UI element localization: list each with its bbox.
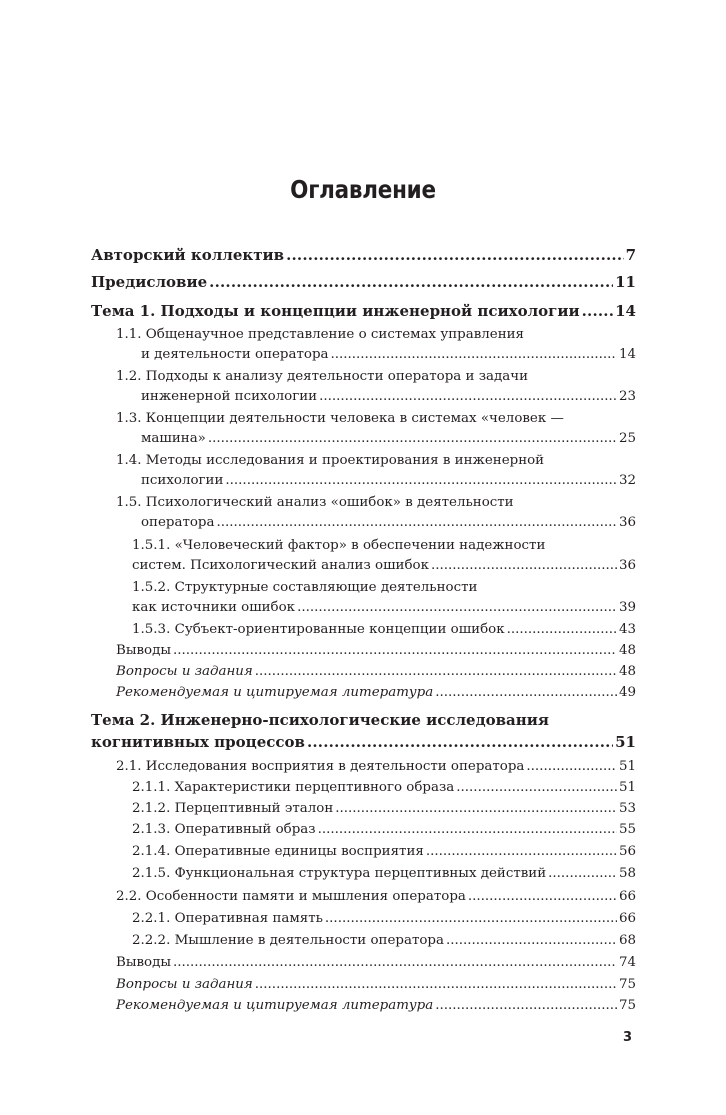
toc-entry-page: 36 bbox=[618, 558, 636, 573]
toc-entry-page: 36 bbox=[618, 515, 636, 530]
toc-entry-label: 1.5.3. Субъект-ориентированные концепции ошибок bbox=[132, 622, 505, 637]
toc-entry-page: 23 bbox=[618, 389, 636, 404]
toc-entry-label: 1.5. Психологический анализ «ошибок» в деятельности bbox=[116, 495, 514, 510]
toc-entry-page: 66 bbox=[618, 911, 636, 926]
toc-entry[interactable] bbox=[91, 823, 636, 836]
toc-entry-label: и деятельности оператора bbox=[141, 347, 329, 362]
toc-entry-label: 2.1.4. Оперативные единицы восприятия bbox=[132, 844, 424, 859]
toc-entry-label: 2.1.5. Функциональная структура перцептивных действий bbox=[132, 866, 547, 881]
toc-entry-label: 1.2. Подходы к анализу деятельности оператора и задачи bbox=[116, 369, 528, 384]
toc-entry[interactable] bbox=[91, 686, 636, 699]
toc-entry[interactable] bbox=[91, 735, 636, 750]
toc-entry-label: Рекомендуемая и цитируемая литература bbox=[116, 685, 434, 700]
toc-entry-page: 25 bbox=[618, 431, 636, 446]
toc-entry-label: 2.2.2. Мышление в деятельности оператора bbox=[132, 933, 444, 948]
toc-entry-page: 68 bbox=[618, 933, 636, 948]
toc-entry[interactable] bbox=[91, 934, 636, 947]
toc-entry-page: 56 bbox=[618, 844, 636, 859]
toc-entry-page: 32 bbox=[618, 473, 636, 488]
toc-entry-page: 14 bbox=[618, 347, 636, 362]
toc-entry[interactable] bbox=[91, 665, 636, 678]
page-number: 3 bbox=[623, 1030, 633, 1045]
toc-entry-label: 1.1. Общенаучное представление о системах управления bbox=[116, 327, 524, 342]
toc-entry-label: Выводы bbox=[116, 643, 172, 658]
toc-entry-page: 66 bbox=[618, 889, 636, 904]
toc-entry-page: 51 bbox=[618, 759, 636, 774]
toc-entry-label: как источники ошибок bbox=[132, 600, 296, 615]
toc-entry[interactable] bbox=[91, 474, 636, 487]
toc-entry-page: 7 bbox=[625, 246, 636, 264]
toc-entry-line1[interactable] bbox=[91, 412, 636, 425]
toc-entry[interactable] bbox=[91, 623, 636, 636]
toc-entry-label: Тема 1. Подходы и концепции инженерной психологии bbox=[91, 302, 580, 320]
toc-entry[interactable] bbox=[91, 432, 636, 445]
toc-entry-line1[interactable] bbox=[91, 328, 636, 341]
toc-entry-label: Выводы bbox=[116, 955, 172, 970]
toc-entry-page: 75 bbox=[618, 977, 636, 992]
toc-entry-page: 49 bbox=[618, 685, 636, 700]
toc-entry-label: 1.3. Концепции деятельности человека в системах «человек — bbox=[116, 411, 564, 426]
toc-entry-label: 2.2.1. Оперативная память bbox=[132, 911, 323, 926]
toc-entry-page: 39 bbox=[618, 600, 636, 615]
toc-entry-page: 55 bbox=[618, 822, 636, 837]
toc-entry-label: 1.5.1. «Человеческий фактор» в обеспечении надежности bbox=[132, 538, 546, 553]
toc-entry-label: 2.1.1. Характеристики перцептивного образа bbox=[132, 780, 455, 795]
toc-entry[interactable] bbox=[91, 248, 636, 263]
page-title: Оглавление bbox=[290, 175, 436, 204]
toc-entry-label: инженерной психологии bbox=[141, 389, 318, 404]
toc-entry[interactable] bbox=[91, 999, 636, 1012]
toc-entry-page: 51 bbox=[615, 733, 636, 751]
toc-entry[interactable] bbox=[91, 867, 636, 880]
toc-entry-page: 75 bbox=[618, 998, 636, 1013]
toc-entry-page: 74 bbox=[618, 955, 636, 970]
toc-entry[interactable] bbox=[91, 802, 636, 815]
toc-entry[interactable] bbox=[91, 348, 636, 361]
toc-entry-label: 2.1.3. Оперативный образ bbox=[132, 822, 316, 837]
toc-entry-line1[interactable] bbox=[91, 496, 636, 509]
toc-entry-label: Вопросы и задания bbox=[116, 664, 253, 679]
toc-entry[interactable] bbox=[91, 845, 636, 858]
toc-entry-page: 11 bbox=[615, 273, 636, 291]
toc-entry-page: 48 bbox=[618, 643, 636, 658]
toc-entry-label: 1.5.2. Структурные составляющие деятельности bbox=[132, 580, 478, 595]
toc-entry-label: 2.2. Особенности памяти и мышления оператора bbox=[116, 889, 466, 904]
toc-entry[interactable] bbox=[91, 956, 636, 969]
toc-entry-line1[interactable] bbox=[91, 539, 636, 552]
toc-entry[interactable] bbox=[91, 601, 636, 614]
toc-entry-label: Предисловие bbox=[91, 273, 208, 291]
toc-entry[interactable] bbox=[91, 890, 636, 903]
toc-entry-page: 48 bbox=[618, 664, 636, 679]
toc-entry-label: психологии bbox=[141, 473, 224, 488]
toc-entry[interactable] bbox=[91, 978, 636, 991]
toc-entry[interactable] bbox=[91, 304, 636, 319]
toc-entry-page: 51 bbox=[618, 780, 636, 795]
toc-entry-label: 2.1.2. Перцептивный эталон bbox=[132, 801, 334, 816]
toc-entry-label: Рекомендуемая и цитируемая литература bbox=[116, 998, 434, 1013]
toc-entry[interactable] bbox=[91, 760, 636, 773]
toc-entry-line1[interactable] bbox=[91, 713, 636, 728]
toc-entry-line1[interactable] bbox=[91, 581, 636, 594]
toc-entry[interactable] bbox=[91, 912, 636, 925]
toc-entry[interactable] bbox=[91, 781, 636, 794]
toc-entry-label: когнитивных процессов bbox=[91, 733, 305, 751]
toc-entry[interactable] bbox=[91, 644, 636, 657]
toc-entry[interactable] bbox=[91, 516, 636, 529]
toc-entry-page: 43 bbox=[618, 622, 636, 637]
toc-entry-label: Авторский коллектив bbox=[91, 246, 285, 264]
toc-entry[interactable] bbox=[91, 275, 636, 290]
toc-entry-page: 58 bbox=[618, 866, 636, 881]
toc-entry[interactable] bbox=[91, 559, 636, 572]
toc-entry-label: 1.4. Методы исследования и проектирования в инженерной bbox=[116, 453, 545, 468]
toc-entry[interactable] bbox=[91, 390, 636, 403]
toc-entry-page: 14 bbox=[615, 302, 636, 320]
toc-entry-label: Вопросы и задания bbox=[116, 977, 253, 992]
toc-entry-label: 2.1. Исследования восприятия в деятельности оператора bbox=[116, 759, 525, 774]
toc-entry-label: машина» bbox=[141, 431, 206, 446]
toc-entry-line1[interactable] bbox=[91, 454, 636, 467]
toc-entry-label: систем. Психологический анализ ошибок bbox=[132, 558, 429, 573]
toc-entry-line1[interactable] bbox=[91, 370, 636, 383]
toc-entry-label: оператора bbox=[141, 515, 215, 530]
toc-entry-label: Тема 2. Инженерно-психологические исследования bbox=[91, 711, 549, 729]
toc-entry-page: 53 bbox=[618, 801, 636, 816]
